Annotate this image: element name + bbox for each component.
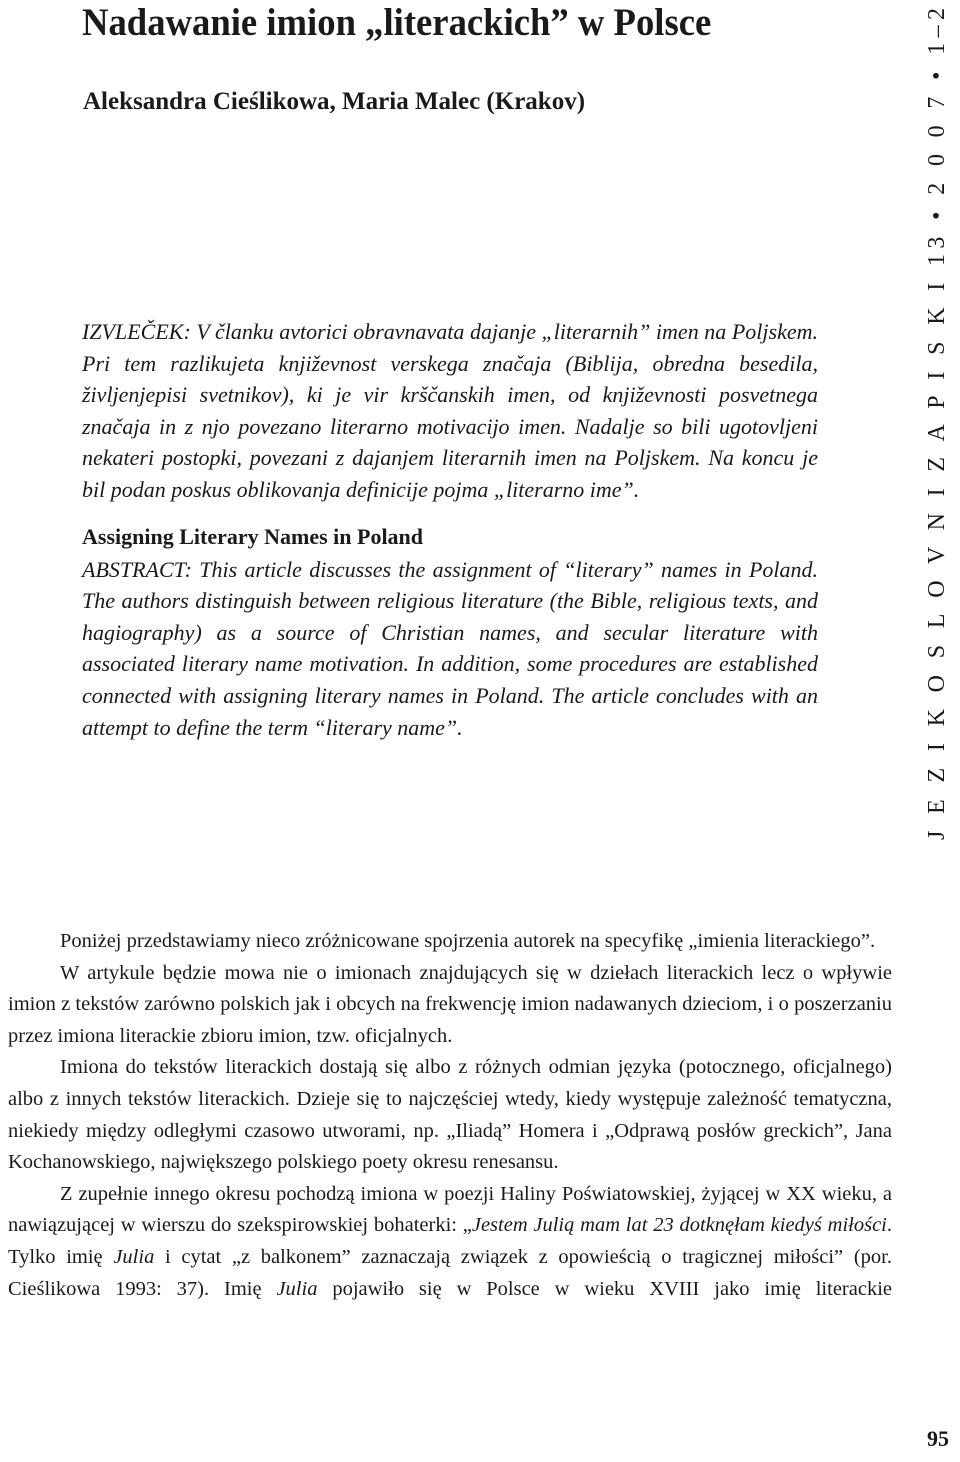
abstract-english: ABSTRACT: This article discusses the assignment of “literary” names in Poland. The authors distinguish between religious literature (the Bible, religious texts, and hagiography) as a source of Christian names, and secular literature with associated literary name motivation. In addition, some procedures are established connected with assigning literary names in Poland. The article concludes with an attempt to define the term “literary name”. <box>82 556 818 740</box>
journal-sidebar <box>918 8 954 840</box>
name-julia-2: Julia <box>276 1277 318 1300</box>
abstracts <box>82 316 818 743</box>
article-title: Nadawanie imion „literackich” w Polsce <box>82 1 712 44</box>
journal-sidebar-svg <box>918 8 954 840</box>
body-paragraph-4-part-a: Z zupełnie innego okresu pochodzą imiona w poezji Haliny Poświatowskiej, żyjącej w XX wieku, a nawiązującej w wierszu do szekspirowskiej bohaterki: „ <box>8 1182 892 1237</box>
body-paragraph-2: W artykule będzie mowa nie o imionach znajdujących się w dziełach literackich lecz o wpływie imion z tekstów zarówno polskich jak i obcych na frekwencję imion nadawanych dzieciom, i o poszerzaniu przez imiona literackie zbioru imion, tzw. oficjalnych. <box>8 961 892 1047</box>
article-body <box>8 926 892 1305</box>
poem-quote: Jestem Julią mam lat 23 dotknęłam kiedyś miłości <box>471 1214 887 1237</box>
journal-name-vertical: J E Z I K O S L O V N I Z A P I S K I 13 • 2 0 0 7 • 1–2 <box>924 8 950 840</box>
name-julia-1: Julia <box>113 1245 155 1268</box>
abstract-english-heading: Assigning Literary Names in Poland <box>82 523 424 549</box>
body-paragraph-4-part-b: . Tylko imię <box>8 1214 892 1268</box>
body-paragraph-4-part-d: pojawiło się w Polsce w wieku XVIII jako imię literackie <box>317 1277 892 1300</box>
body-paragraph-4-part-c: i cytat „z balkonem” zaznaczają związek z opowieścią o tragicznej miłości” (por. Cieślikowa 1993: 37). Imię <box>8 1245 892 1300</box>
abstract-slovene: IZVLEČEK: V članku avtorici obravnavata dajanje „literarnih” imen na Poljskem. Pri tem razlikujeta književnost verskega značaja (Biblija, obredna besedila, življenjepisi svetnikov), ki je vir krščanskih imen, od književnosti posvetnega značaja in z njo povezano literarno motivacijo imen. Nadalje so bili ugotovljeni nekateri postopki, povezani z dajanjem literarnih imen na Poljskem. Na koncu je bil podan poskus oblikovanja definicije pojma „literarno ime”. <box>82 319 818 502</box>
page-number: 95 <box>927 1426 949 1451</box>
body-paragraph-4 <box>8 1179 892 1305</box>
body-paragraph-3: Imiona do tekstów literackich dostają się albo z różnych odmian języka (potocznego, oficjalnego) albo z innych tekstów literackich. Dzieje się to najczęściej wtedy, kiedy występuje zależność tematyczna, niekiedy między odległymi czasowo utworami, np. „Iliadą” Homera i „Odprawą posłów greckich”, Jana Kochanowskiego, największego polskiego poety okresu renesansu. <box>8 1056 892 1174</box>
body-paragraph-1: Poniżej przedstawiamy nieco zróżnicowane spojrzenia autorek na specyfikę „imienia literackiego”. <box>60 930 876 952</box>
article-authors: Aleksandra Cieślikowa, Maria Malec (Krakov) <box>83 88 586 115</box>
